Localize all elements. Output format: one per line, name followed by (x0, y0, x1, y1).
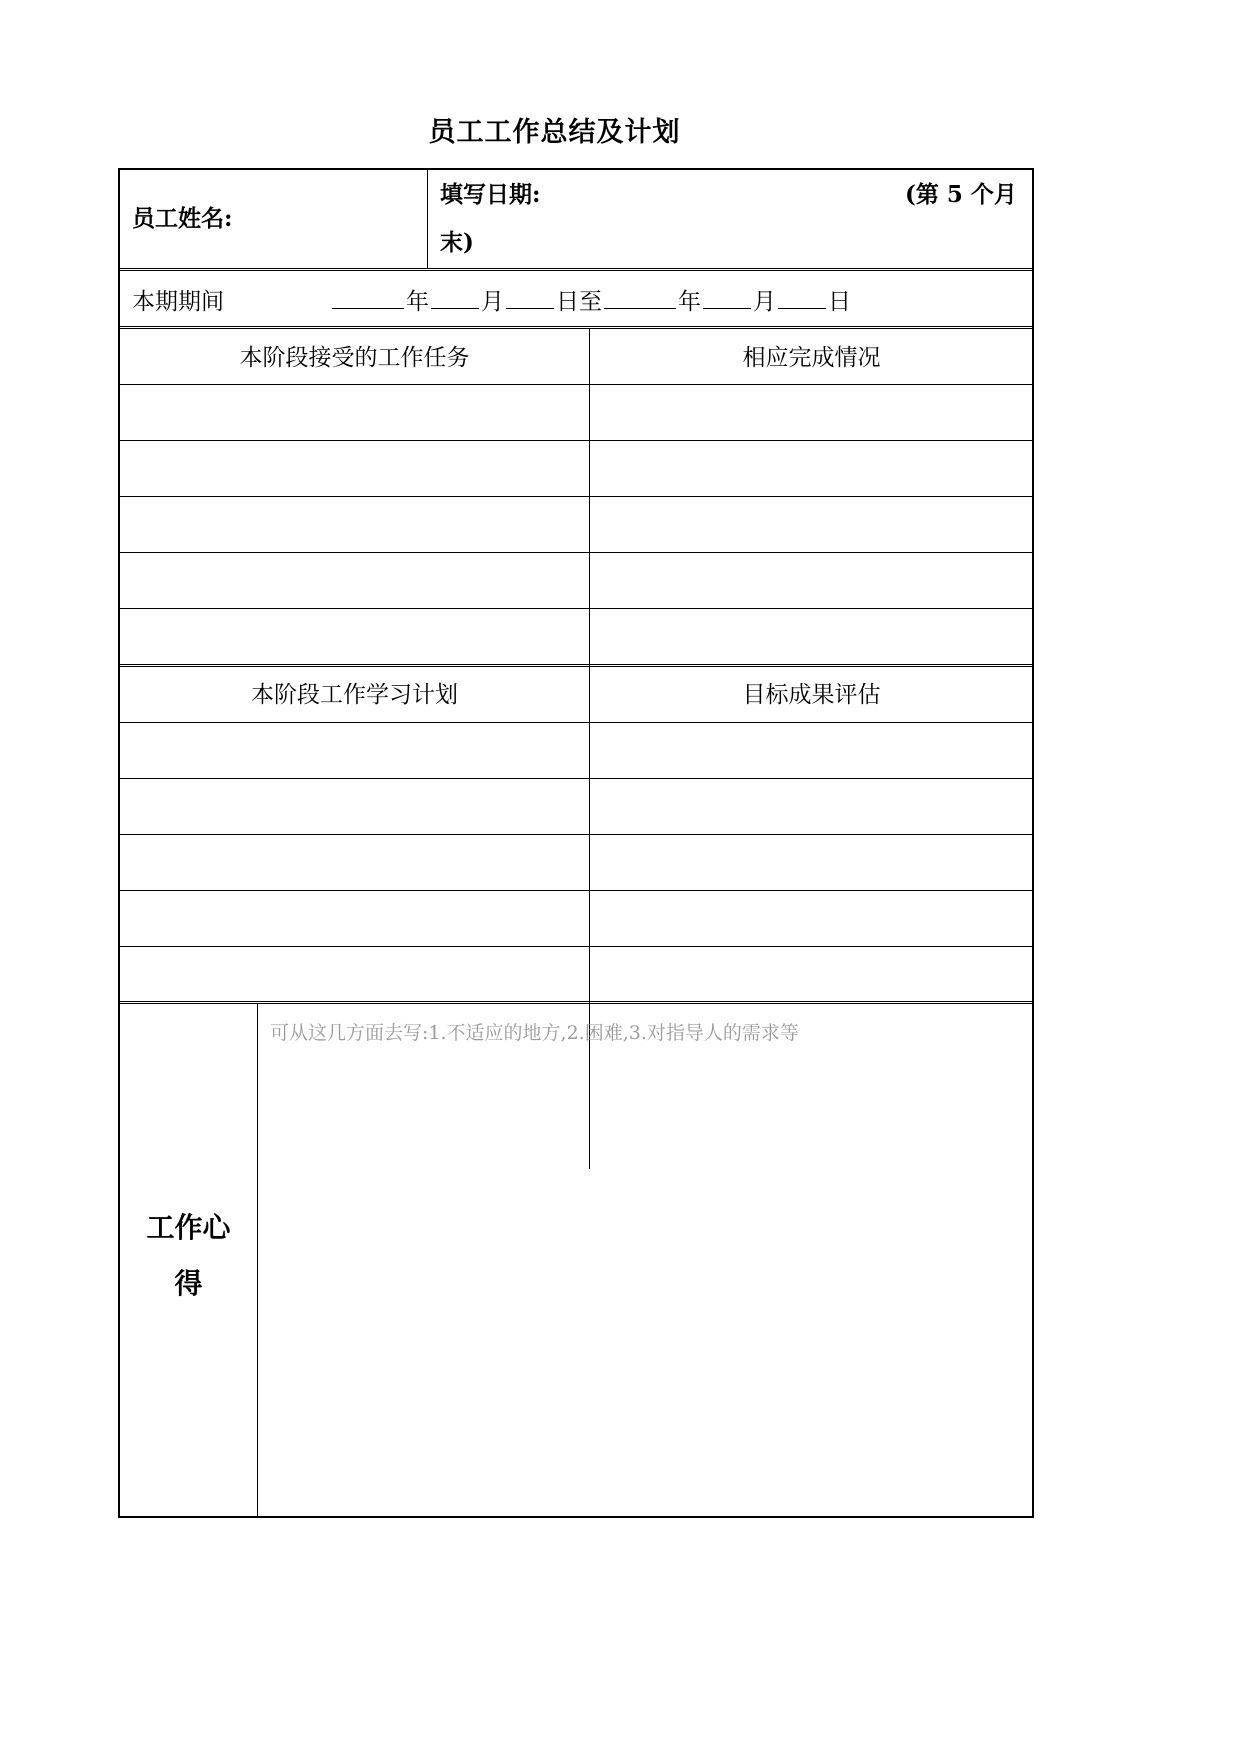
task-cell[interactable] (120, 553, 589, 608)
reflection-label-line2: 得 (174, 1267, 203, 1300)
plan-cell[interactable] (120, 835, 589, 890)
start-year-unit: 年 (406, 289, 429, 315)
summary-form (118, 168, 1034, 1518)
start-day-to-unit: 日至 (556, 289, 602, 315)
reflection-text-area[interactable] (260, 1050, 1030, 1510)
plan-cell[interactable] (120, 891, 589, 946)
task-status-cell[interactable] (590, 609, 1033, 664)
end-year-blank[interactable] (604, 286, 676, 309)
reflection-hint: 可从这几方面去写:1.不适应的地方,2.困难,3.对指导人的需求等 (270, 1022, 799, 1044)
task-cell[interactable] (120, 441, 589, 496)
plan-evaluation-cell[interactable] (590, 947, 1033, 1002)
plan-evaluation-cell[interactable] (590, 835, 1033, 890)
employee-name-label: 员工姓名: (132, 205, 233, 232)
end-day-blank[interactable] (778, 286, 826, 309)
task-status-cell[interactable] (590, 553, 1033, 608)
page-title (0, 110, 1241, 149)
tasks-bottom-rule (120, 664, 1032, 667)
start-month-blank[interactable] (431, 286, 479, 309)
plan-cell[interactable] (120, 723, 589, 778)
reflection-divider (257, 1004, 258, 1516)
period-bottom-rule (120, 326, 1032, 329)
period-label: 本期期间 (132, 289, 224, 315)
employee-name-field[interactable] (260, 188, 420, 248)
tasks-col2-header: 相应完成情况 (742, 345, 881, 371)
plan-evaluation-cell[interactable] (590, 723, 1033, 778)
task-cell[interactable] (120, 385, 589, 440)
start-month-unit: 月 (481, 289, 504, 315)
start-year-blank[interactable] (332, 286, 404, 309)
task-status-cell[interactable] (590, 385, 1033, 440)
page-title-text: 员工工作总结及计划 (428, 117, 681, 148)
reflection-label-line1: 工作心 (146, 1211, 231, 1244)
fill-date-field[interactable] (560, 174, 890, 210)
tasks-col1-header: 本阶段接受的工作任务 (239, 345, 470, 371)
plan-col1-header: 本阶段工作学习计划 (251, 682, 458, 708)
fill-date-label: 填写日期: (440, 181, 541, 208)
end-day-unit: 日 (828, 289, 851, 315)
plan-evaluation-cell[interactable] (590, 779, 1033, 834)
header-divider (427, 170, 428, 269)
plan-cell[interactable] (120, 947, 589, 1002)
month-note-line1: (第 5 个月 (905, 181, 1017, 208)
plan-evaluation-cell[interactable] (590, 891, 1033, 946)
end-month-blank[interactable] (703, 286, 751, 309)
plan-cell[interactable] (120, 779, 589, 834)
end-year-unit: 年 (678, 289, 701, 315)
task-status-cell[interactable] (590, 497, 1033, 552)
task-status-cell[interactable] (590, 441, 1033, 496)
reflection-label (120, 1200, 257, 1312)
month-note-line2: 末) (440, 229, 474, 256)
header-bottom-rule (120, 268, 1032, 271)
period-range (330, 283, 851, 316)
task-cell[interactable] (120, 497, 589, 552)
start-day-blank[interactable] (506, 286, 554, 309)
end-month-unit: 月 (753, 289, 776, 315)
plan-col2-header: 目标成果评估 (742, 682, 881, 708)
task-cell[interactable] (120, 609, 589, 664)
